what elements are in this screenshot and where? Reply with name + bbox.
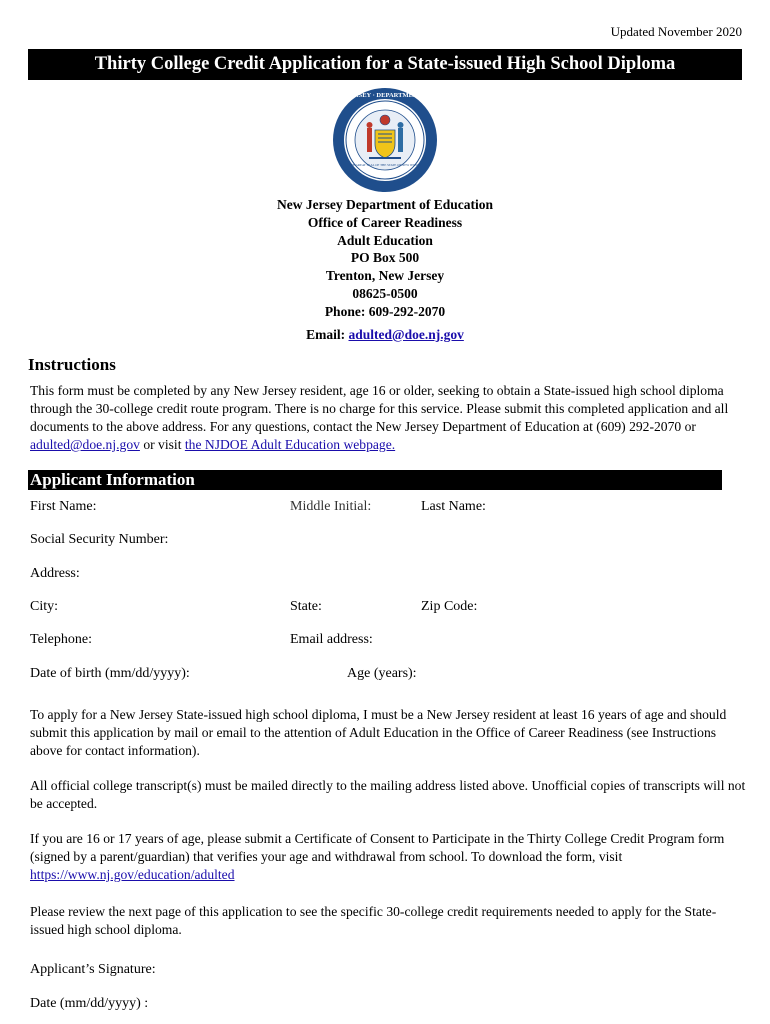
nj-doe-seal <box>296 86 474 194</box>
first-name-label: First Name: <box>30 499 97 514</box>
signature-label: Applicant’s Signature: <box>30 962 156 977</box>
email-address-label: Email address: <box>290 632 373 647</box>
office-line: Trenton, New Jersey <box>325 268 445 284</box>
applicant-info-heading: Applicant Information <box>28 470 722 490</box>
office-line: Adult Education <box>337 232 433 248</box>
age-label: Age (years): <box>347 666 417 681</box>
njdoe-webpage-link[interactable]: the NJDOE Adult Education webpage. <box>184 437 396 452</box>
instructions-heading: Instructions <box>28 355 116 374</box>
office-line: PO Box 500 <box>350 250 420 266</box>
ssn-label: Social Security Number: <box>30 532 169 547</box>
office-line: Phone: 609-292-2070 <box>324 303 446 319</box>
state-label: State: <box>290 599 322 614</box>
middle-initial-label: Middle Initial: <box>290 499 372 514</box>
instructions-text: This form must be completed by any New Jersey resident, age 16 or older, seeking to obtain a State-issued high school diploma through the 30-college credit route program. There is no charge for this service. Please submit this completed application and all documents to the above address. For any questions, contact the New Jersey Department of Education at (609) 292-2070 or adulted@doe.nj.gov or visit the NJDOE Adult Education webpage. <box>30 383 729 452</box>
seal-figure-left <box>367 128 372 152</box>
seal-figure-right <box>398 128 403 152</box>
office-line: 08625-0500 <box>352 285 418 301</box>
address-label: Address: <box>30 566 80 581</box>
dob-label: Date of birth (mm/dd/yyyy): <box>30 666 190 681</box>
signature-date-label: Date (mm/dd/yyyy) : <box>30 996 149 1011</box>
office-email-line <box>0 326 770 344</box>
next-page-paragraph: Please review the next page of this application to see the specific 30-college credit requirements needed to apply for the State-issued high school diploma. <box>30 904 717 937</box>
office-address <box>0 196 770 343</box>
telephone-label: Telephone: <box>30 632 92 647</box>
consent-paragraph: If you are 16 or 17 years of age, please submit a Certificate of Consent to Participate in the Thirty College Credit Program form (signed by a parent/guardian) that verifies your age and withdrawal from school. To download the form, visit https://www.nj.gov/education/adulted <box>30 831 725 882</box>
office-email-link[interactable]: adulted@doe.nj.gov <box>348 326 464 342</box>
seal-outer-text: STATE OF NEW JERSEY · DEPARTMENT OF EDUCATION <box>296 92 474 99</box>
instructions-email-link[interactable]: adulted@doe.nj.gov <box>30 437 140 452</box>
office-line: Office of Career Readiness <box>307 214 463 230</box>
updated-date: Updated November 2020 <box>610 24 742 39</box>
city-label: City: <box>30 599 59 614</box>
zip-code-label: Zip Code: <box>421 599 478 614</box>
transcript-paragraph: All official college transcript(s) must be mailed directly to the mailing address listed above. Unofficial copies of transcripts will not be accepted. <box>30 778 746 811</box>
last-name-label: Last Name: <box>421 499 486 514</box>
seal-inner-text: THE GREAT SEAL OF THE STATE OF NEW JERSEY <box>348 163 422 167</box>
email-label: Email: <box>306 326 346 342</box>
seal-crest <box>380 115 390 125</box>
adulted-url-link[interactable]: https://www.nj.gov/education/adulted <box>30 867 235 882</box>
office-line: New Jersey Department of Education <box>277 197 493 212</box>
page-title: Thirty College Credit Application for a State-issued High School Diploma <box>28 49 742 80</box>
residency-paragraph: To apply for a New Jersey State-issued high school diploma, I must be a New Jersey resident at least 16 years of age and should submit this application by mail or email to the attention of Adult Education in the Office of Career Readiness (see Instructions above for contact information). <box>30 707 727 758</box>
